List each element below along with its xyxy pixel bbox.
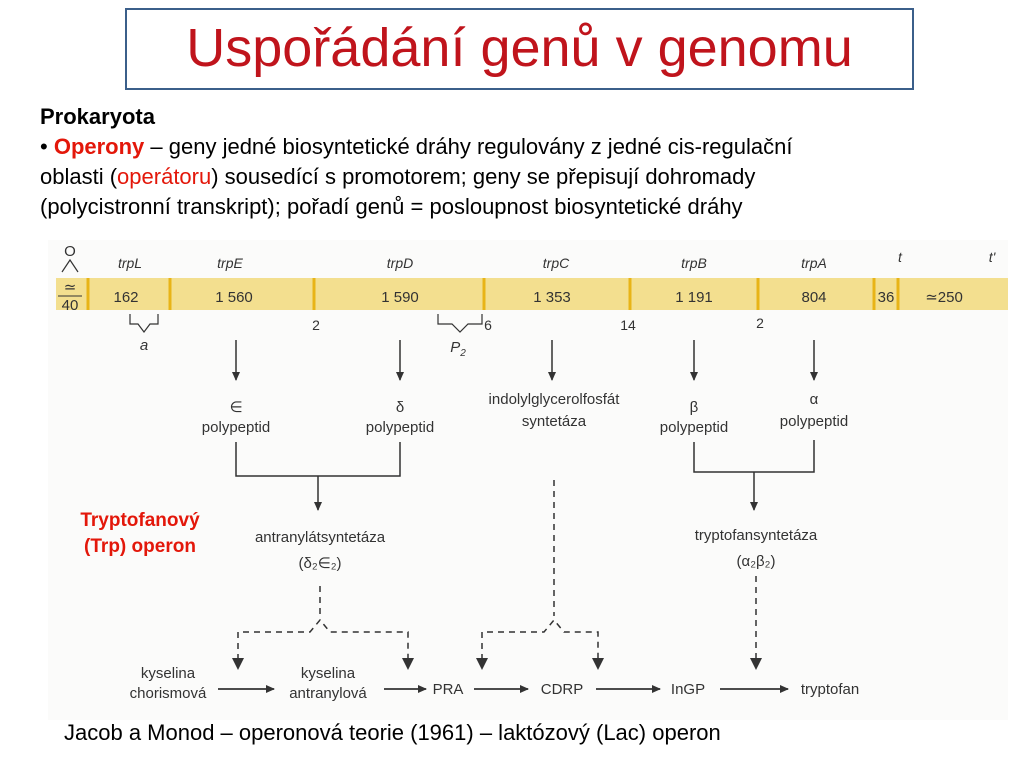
gap-trpC-trpB: 14 xyxy=(620,317,636,333)
delta-symbol: δ xyxy=(395,399,405,416)
operator-term: operátoru xyxy=(117,164,212,189)
gap-trpE-trpD: 2 xyxy=(312,317,320,333)
length-trpA: 804 xyxy=(801,289,827,306)
length-trpD: 1 590 xyxy=(381,289,419,306)
pathway-chorismic-line2: chorismová xyxy=(129,685,207,702)
pathway-ingp: InGP xyxy=(670,681,706,698)
gap-trpB-trpA: 2 xyxy=(756,315,764,331)
trp-operon-label xyxy=(50,508,230,560)
p2-label: $P_2$ xyxy=(450,339,466,359)
approx-symbol: ≃ xyxy=(63,279,77,296)
length-terminator: ≃250 xyxy=(925,289,963,306)
gene-name-trpC: trpC xyxy=(542,255,570,271)
trp-operon-label-line1: Tryptofanový xyxy=(80,510,200,531)
igps-line2: syntetáza xyxy=(521,413,587,430)
epsilon-symbol: ∈ xyxy=(229,399,243,416)
pathway-pra: PRA xyxy=(432,681,464,698)
attenuator-bracket xyxy=(130,314,158,332)
trp-operon-diagram xyxy=(48,240,1008,720)
trp-operon-label-line2: (Trp) operon xyxy=(84,536,196,557)
alpha-symbol: α xyxy=(809,391,819,408)
merge-bracket-right xyxy=(694,440,814,472)
anthranilate-synthase: antranylátsyntetáza xyxy=(254,529,386,546)
pathway-tryptophan: tryptofan xyxy=(800,681,860,698)
tryptophan-formula: (α₂β₂) xyxy=(736,553,776,570)
trp-operon-figure xyxy=(48,240,1008,720)
dashed-arrowhead xyxy=(592,658,604,670)
dashed-arrowhead xyxy=(402,658,414,670)
line2-text-a: oblasti ( xyxy=(40,164,118,189)
polypeptide-delta: polypeptid xyxy=(365,419,435,436)
line1-text: – geny jedné biosyntetické dráhy regulovány z jedné cis-regulační xyxy=(144,134,793,159)
gap-trpD-trpC: 6 xyxy=(484,317,492,333)
intro-paragraph xyxy=(40,102,1020,222)
bullet: • xyxy=(40,134,48,159)
section-heading: Prokaryota xyxy=(40,104,155,129)
polypeptide-beta: polypeptid xyxy=(659,419,729,436)
anthranilate-formula: (δ₂∈₂) xyxy=(298,555,342,572)
dashed-fork-igps xyxy=(482,620,598,660)
terminator-t: t xyxy=(898,249,902,265)
gene-name-trpA: trpA xyxy=(801,255,827,271)
operons-term: Operony xyxy=(53,134,145,159)
pathway-cdrp: CDRP xyxy=(540,681,584,698)
p2-bracket xyxy=(438,314,482,332)
dashed-arrowhead xyxy=(476,658,488,670)
length-trpB: 1 191 xyxy=(675,289,713,306)
operator-label: O xyxy=(64,243,76,260)
attenuator-label: a xyxy=(139,337,149,354)
gene-name-trpL: trpL xyxy=(117,255,143,271)
title-frame xyxy=(125,8,914,90)
dashed-arrowhead xyxy=(232,658,244,670)
footer-note: Jacob a Monod – operonová teorie (1961) – laktózový (Lac) operon xyxy=(64,720,721,745)
length-trpE: 1 560 xyxy=(215,289,253,306)
polypeptide-epsilon: polypeptid xyxy=(201,419,271,436)
pathway-anthranilic-line1: kyselina xyxy=(300,665,356,682)
pathway-anthranilic-line2: antranylová xyxy=(289,685,367,702)
pathway-chorismic-line1: kyselina xyxy=(140,665,196,682)
gene-name-trpB: trpB xyxy=(681,255,707,271)
length-spacer: 36 xyxy=(877,289,895,306)
merge-bracket-left xyxy=(236,442,400,476)
gene-bar xyxy=(56,278,1008,310)
gene-name-trpE: trpE xyxy=(217,255,243,271)
polypeptide-alpha: polypeptid xyxy=(779,413,849,430)
paragraph-line-3: (polycistronní transkript); pořadí genů = posloupnost biosyntetické dráhy xyxy=(40,194,743,219)
length-trpL: 162 xyxy=(113,289,139,306)
terminator-t-prime: t' xyxy=(988,249,996,265)
operator-bracket xyxy=(62,260,78,272)
dashed-arrowhead xyxy=(750,658,762,670)
left-size: 40 xyxy=(61,297,79,314)
line2-text-b: ) sousedící s promotorem; geny se přepisují dohromady xyxy=(211,164,756,189)
gene-name-trpD: trpD xyxy=(386,255,414,271)
igps-line1: indolylglycerolfosfát xyxy=(488,391,620,408)
length-trpC: 1 353 xyxy=(533,289,571,306)
tryptophan-synthase: tryptofansyntetáza xyxy=(694,527,818,544)
paragraph-line-1 xyxy=(40,132,1020,162)
paragraph-line-2 xyxy=(40,162,1020,192)
dashed-fork-anthranilate xyxy=(238,620,408,660)
slide-title: Uspořádání genů v genomu xyxy=(186,18,853,78)
beta-symbol: β xyxy=(689,399,699,416)
